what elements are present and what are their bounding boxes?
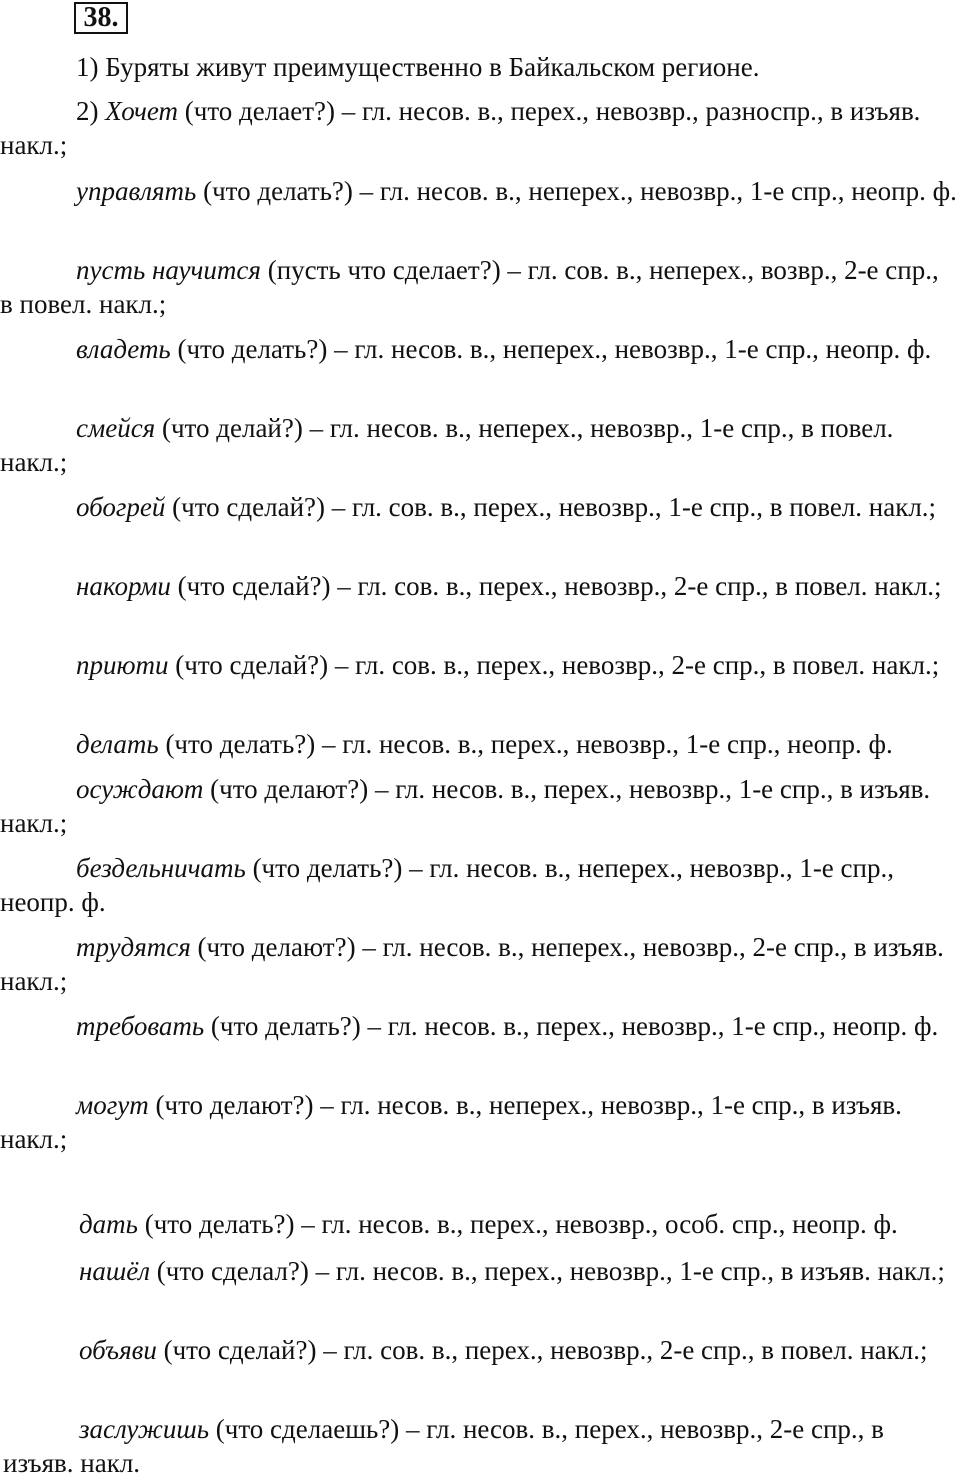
analysis-entry-8	[0, 648, 958, 682]
verb-analysis: (что делать?) – гл. несов. в., перех., невозвр., особ. спр., неопр. ф.	[137, 1209, 898, 1239]
analysis-entry-17	[3, 1333, 957, 1367]
verb-analysis: (что сделай?) – гл. сов. в., перех., невозвр., 2-е спр., в повел. накл.;	[156, 1335, 928, 1365]
answer-2-prefix: 2)	[76, 96, 106, 126]
analysis-entry-18	[3, 1412, 957, 1480]
verb-word: Хочет	[105, 96, 179, 126]
verb-word: могут	[76, 1090, 149, 1120]
verb-analysis: (что делать?) – гл. несов. в., неперех., невозвр., 1-е спр., неопр. ф.	[0, 853, 894, 917]
verb-word: делать	[76, 729, 159, 759]
verb-analysis: (пусть что сделает?) – гл. сов. в., неперех., возвр., 2-е спр., в повел. накл.;	[0, 255, 939, 319]
analysis-entry-3	[0, 253, 958, 321]
analysis-entry-7	[0, 569, 958, 603]
verb-word: требовать	[76, 1011, 205, 1041]
answer-1: 1) Буряты живут преимущественно в Байкальском регионе.	[76, 52, 760, 82]
analysis-entry-14	[0, 1088, 958, 1156]
verb-analysis: (что сделай?) – гл. сов. в., перех., невозвр., 2-е спр., в повел. накл.;	[170, 571, 942, 601]
verb-word: смейся	[76, 413, 156, 443]
analysis-entry-15	[3, 1207, 957, 1241]
verb-word: пусть научится	[76, 255, 261, 285]
analysis-entry-16	[3, 1254, 957, 1288]
verb-analysis: (что делать?) – гл. несов. в., неперех., невозвр., 1-е спр., неопр. ф.	[196, 176, 957, 206]
verb-word: дать	[79, 1209, 138, 1239]
verb-analysis: (что сделаешь?) – гл. несов. в., перех., невозвр., 2-е спр., в изъяв. накл.	[3, 1414, 884, 1478]
verb-word: объяви	[79, 1335, 157, 1365]
analysis-entry-11	[0, 851, 958, 919]
verb-word: заслужишь	[79, 1414, 210, 1444]
verb-word: нашёл	[79, 1256, 151, 1286]
verb-word: бездельничать	[76, 853, 246, 883]
verb-word: обогрей	[76, 492, 166, 522]
analysis-entry-6	[0, 490, 958, 524]
verb-analysis: (что сделай?) – гл. сов. в., перех., невозвр., 1-е спр., в повел. накл.;	[165, 492, 937, 522]
verb-word: владеть	[76, 334, 171, 364]
analysis-entry-12	[0, 930, 958, 998]
verb-analysis: (что делает?) – гл. несов. в., перех., невозвр., разноспр., в изъяв. накл.;	[0, 96, 921, 160]
exercise-number: 38.	[74, 2, 128, 34]
analysis-entry-2	[0, 174, 958, 208]
verb-word: трудятся	[76, 932, 191, 962]
verb-word: управлять	[76, 176, 197, 206]
analysis-entry-5	[0, 411, 958, 479]
verb-analysis: (что сделай?) – гл. сов. в., перех., невозвр., 2-е спр., в повел. накл.;	[168, 650, 940, 680]
verb-analysis: (что делать?) – гл. несов. в., перех., невозвр., 1-е спр., неопр. ф.	[158, 729, 893, 759]
analysis-entry-4	[0, 332, 958, 366]
verb-analysis: (что делают?) – гл. несов. в., неперех., невозвр., 1-е спр., в изъяв. накл.;	[0, 1090, 902, 1154]
analysis-entry-13	[0, 1009, 958, 1043]
verb-analysis: (что сделал?) – гл. несов. в., перех., невозвр., 1-е спр., в изъяв. накл.;	[150, 1256, 945, 1286]
verb-word: накорми	[76, 571, 171, 601]
verb-analysis: (что делают?) – гл. несов. в., перех., невозвр., 1-е спр., в изъяв. накл.;	[0, 774, 931, 838]
verb-analysis: (что делают?) – гл. несов. в., неперех., невозвр., 2-е спр., в изъяв. накл.;	[0, 932, 944, 996]
verb-word: осуждают	[76, 774, 204, 804]
verb-analysis: (что делать?) – гл. несов. в., перех., невозвр., 1-е спр., неопр. ф.	[204, 1011, 939, 1041]
verb-analysis: (что делать?) – гл. несов. в., неперех., невозвр., 1-е спр., неопр. ф.	[170, 334, 932, 364]
verb-word: приюти	[76, 650, 169, 680]
analysis-entry-10	[0, 772, 958, 840]
analysis-entry-9	[0, 727, 958, 761]
verb-analysis: (что делай?) – гл. несов. в., неперех., невозвр., 1-е спр., в повел. накл.;	[0, 413, 894, 477]
analysis-entry-1	[0, 94, 958, 162]
